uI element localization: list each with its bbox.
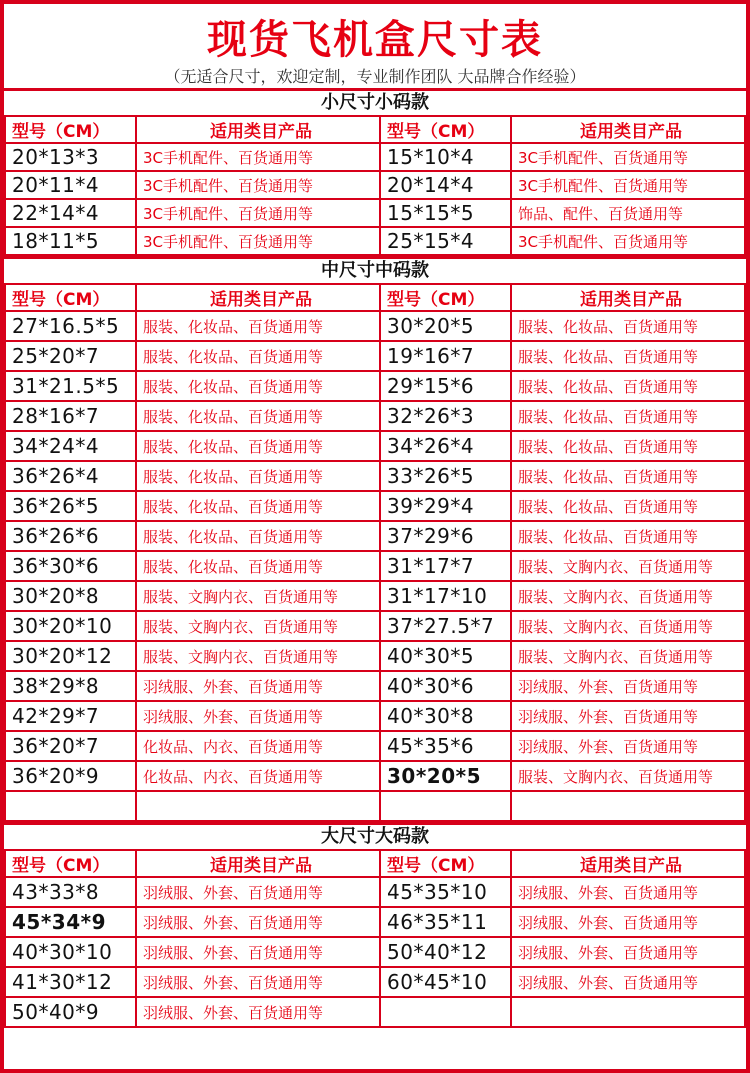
- size-cell: 40*30*5: [380, 641, 511, 671]
- size-cell: 42*29*7: [5, 701, 136, 731]
- size-cell: 50*40*12: [380, 937, 511, 967]
- category-cell: 化妆品、内衣、百货通用等: [136, 761, 380, 791]
- size-cell: 25*15*4: [380, 227, 511, 255]
- size-cell: 30*20*5: [380, 311, 511, 341]
- table-row: [5, 731, 745, 761]
- category-cell: 服装、文胸内衣、百货通用等: [511, 551, 745, 581]
- table-row: [5, 907, 745, 937]
- category-cell: 羽绒服、外套、百货通用等: [511, 907, 745, 937]
- table-row: [5, 401, 745, 431]
- table-row: [5, 581, 745, 611]
- category-cell: 羽绒服、外套、百货通用等: [136, 937, 380, 967]
- category-cell: [511, 997, 745, 1027]
- section-heading: 大尺寸大码款: [4, 822, 746, 849]
- category-cell: 服装、化妆品、百货通用等: [136, 401, 380, 431]
- table-row: [5, 461, 745, 491]
- category-cell: 服装、文胸内衣、百货通用等: [136, 641, 380, 671]
- table-row: [5, 521, 745, 551]
- category-cell: 3C手机配件、百货通用等: [136, 227, 380, 255]
- model-header: 型号（CM）: [5, 850, 136, 877]
- category-header: 适用类目产品: [511, 284, 745, 311]
- size-cell: 30*20*8: [5, 581, 136, 611]
- size-cell: 38*29*8: [5, 671, 136, 701]
- category-cell: 羽绒服、外套、百货通用等: [511, 967, 745, 997]
- category-cell: 3C手机配件、百货通用等: [136, 199, 380, 227]
- size-cell: 34*26*4: [380, 431, 511, 461]
- size-cell: 28*16*7: [5, 401, 136, 431]
- table-row: [5, 701, 745, 731]
- category-cell: 服装、化妆品、百货通用等: [136, 491, 380, 521]
- model-header: 型号（CM）: [380, 284, 511, 311]
- category-cell: 羽绒服、外套、百货通用等: [511, 877, 745, 907]
- table-row: [5, 341, 745, 371]
- size-cell: 31*17*7: [380, 551, 511, 581]
- category-cell: 服装、化妆品、百货通用等: [511, 401, 745, 431]
- table-header-row: [5, 284, 745, 311]
- table-header-row: [5, 850, 745, 877]
- category-cell: 服装、化妆品、百货通用等: [511, 371, 745, 401]
- category-cell: 羽绒服、外套、百货通用等: [511, 937, 745, 967]
- page-subtitle: （无适合尺寸，欢迎定制，专业制作团队 大品牌合作经验）: [164, 67, 586, 86]
- size-cell: 39*29*4: [380, 491, 511, 521]
- size-cell: 30*20*12: [5, 641, 136, 671]
- category-cell: 服装、化妆品、百货通用等: [511, 431, 745, 461]
- table-row: [5, 311, 745, 341]
- size-cell: 50*40*9: [5, 997, 136, 1027]
- category-cell: 服装、化妆品、百货通用等: [136, 311, 380, 341]
- size-cell: [5, 791, 136, 821]
- category-cell: 服装、化妆品、百货通用等: [511, 341, 745, 371]
- table-row: [5, 227, 745, 255]
- size-cell: 20*13*3: [5, 143, 136, 171]
- category-header: 适用类目产品: [136, 116, 380, 143]
- table-row: [5, 143, 745, 171]
- category-cell: 服装、化妆品、百货通用等: [511, 491, 745, 521]
- size-cell: 31*17*10: [380, 581, 511, 611]
- category-cell: 羽绒服、外套、百货通用等: [511, 671, 745, 701]
- size-cell: 43*33*8: [5, 877, 136, 907]
- size-cell: [380, 997, 511, 1027]
- size-cell: 22*14*4: [5, 199, 136, 227]
- model-header: 型号（CM）: [5, 116, 136, 143]
- table-row: [5, 199, 745, 227]
- size-cell: 37*29*6: [380, 521, 511, 551]
- category-cell: 羽绒服、外套、百货通用等: [511, 731, 745, 761]
- size-cell: 15*10*4: [380, 143, 511, 171]
- category-cell: 服装、文胸内衣、百货通用等: [511, 641, 745, 671]
- size-cell: 45*34*9: [5, 907, 136, 937]
- table-row: [5, 761, 745, 791]
- size-cell: 20*11*4: [5, 171, 136, 199]
- size-cell: 18*11*5: [5, 227, 136, 255]
- table-row: [5, 791, 745, 821]
- category-cell: 服装、化妆品、百货通用等: [136, 521, 380, 551]
- category-header: 适用类目产品: [511, 850, 745, 877]
- size-cell: 40*30*6: [380, 671, 511, 701]
- category-cell: 羽绒服、外套、百货通用等: [511, 701, 745, 731]
- category-cell: 3C手机配件、百货通用等: [136, 143, 380, 171]
- model-header: 型号（CM）: [380, 850, 511, 877]
- category-cell: 羽绒服、外套、百货通用等: [136, 877, 380, 907]
- size-cell: 46*35*11: [380, 907, 511, 937]
- size-cell: 33*26*5: [380, 461, 511, 491]
- category-cell: 服装、文胸内衣、百货通用等: [136, 611, 380, 641]
- size-cell: 36*30*6: [5, 551, 136, 581]
- table-row: [5, 877, 745, 907]
- category-cell: 服装、化妆品、百货通用等: [136, 371, 380, 401]
- sections-container: [4, 88, 746, 1028]
- category-header: 适用类目产品: [136, 284, 380, 311]
- size-cell: 20*14*4: [380, 171, 511, 199]
- category-cell: 服装、文胸内衣、百货通用等: [511, 761, 745, 791]
- size-cell: 30*20*5: [380, 761, 511, 791]
- size-cell: 15*15*5: [380, 199, 511, 227]
- category-cell: 3C手机配件、百货通用等: [511, 143, 745, 171]
- size-cell: 45*35*10: [380, 877, 511, 907]
- category-cell: 羽绒服、外套、百货通用等: [136, 907, 380, 937]
- size-table: [4, 115, 746, 256]
- category-cell: 化妆品、内衣、百货通用等: [136, 731, 380, 761]
- table-row: [5, 171, 745, 199]
- size-cell: 40*30*10: [5, 937, 136, 967]
- size-cell: 60*45*10: [380, 967, 511, 997]
- section-heading: 中尺寸中码款: [4, 256, 746, 283]
- section-heading: 小尺寸小码款: [4, 88, 746, 115]
- size-table: [4, 283, 746, 822]
- size-cell: 29*15*6: [380, 371, 511, 401]
- category-cell: 3C手机配件、百货通用等: [136, 171, 380, 199]
- category-cell: 服装、文胸内衣、百货通用等: [136, 581, 380, 611]
- category-cell: 3C手机配件、百货通用等: [511, 227, 745, 255]
- category-cell: 服装、化妆品、百货通用等: [511, 521, 745, 551]
- size-cell: 32*26*3: [380, 401, 511, 431]
- category-cell: 服装、文胸内衣、百货通用等: [511, 611, 745, 641]
- table-row: [5, 551, 745, 581]
- size-cell: 45*35*6: [380, 731, 511, 761]
- size-cell: 37*27.5*7: [380, 611, 511, 641]
- size-cell: 36*20*9: [5, 761, 136, 791]
- category-cell: 服装、化妆品、百货通用等: [511, 311, 745, 341]
- size-cell: 41*30*12: [5, 967, 136, 997]
- category-cell: 羽绒服、外套、百货通用等: [136, 671, 380, 701]
- size-cell: [380, 791, 511, 821]
- category-cell: 服装、化妆品、百货通用等: [136, 461, 380, 491]
- category-cell: 服装、文胸内衣、百货通用等: [511, 581, 745, 611]
- size-cell: 36*20*7: [5, 731, 136, 761]
- category-cell: 服装、化妆品、百货通用等: [511, 461, 745, 491]
- table-row: [5, 611, 745, 641]
- category-cell: 羽绒服、外套、百货通用等: [136, 967, 380, 997]
- category-cell: 3C手机配件、百货通用等: [511, 171, 745, 199]
- size-table: [4, 849, 746, 1028]
- table-row: [5, 371, 745, 401]
- size-cell: 31*21.5*5: [5, 371, 136, 401]
- page-title: 现货飞机盒尺寸表: [207, 17, 543, 63]
- category-header: 适用类目产品: [511, 116, 745, 143]
- size-cell: 25*20*7: [5, 341, 136, 371]
- size-cell: 36*26*5: [5, 491, 136, 521]
- category-cell: 羽绒服、外套、百货通用等: [136, 701, 380, 731]
- size-cell: 40*30*8: [380, 701, 511, 731]
- size-cell: 34*24*4: [5, 431, 136, 461]
- table-row: [5, 491, 745, 521]
- size-cell: 36*26*6: [5, 521, 136, 551]
- category-cell: 饰品、配件、百货通用等: [511, 199, 745, 227]
- category-cell: 服装、化妆品、百货通用等: [136, 431, 380, 461]
- category-cell: [511, 791, 745, 821]
- category-header: 适用类目产品: [136, 850, 380, 877]
- size-cell: 30*20*10: [5, 611, 136, 641]
- size-cell: 19*16*7: [380, 341, 511, 371]
- size-cell: 27*16.5*5: [5, 311, 136, 341]
- table-row: [5, 641, 745, 671]
- size-cell: 36*26*4: [5, 461, 136, 491]
- category-cell: 羽绒服、外套、百货通用等: [136, 997, 380, 1027]
- table-row: [5, 671, 745, 701]
- category-cell: [136, 791, 380, 821]
- table-row: [5, 431, 745, 461]
- table-row: [5, 967, 745, 997]
- table-row: [5, 937, 745, 967]
- table-header-row: [5, 116, 745, 143]
- table-row: [5, 997, 745, 1027]
- model-header: 型号（CM）: [5, 284, 136, 311]
- category-cell: 服装、化妆品、百货通用等: [136, 551, 380, 581]
- category-cell: 服装、化妆品、百货通用等: [136, 341, 380, 371]
- model-header: 型号（CM）: [380, 116, 511, 143]
